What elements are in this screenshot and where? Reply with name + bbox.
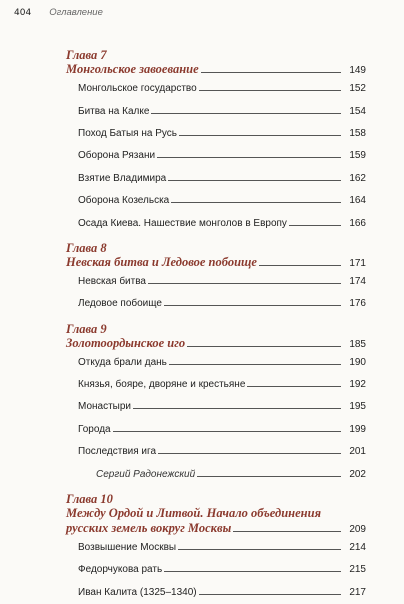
toc-entry[interactable]: [78, 78, 366, 100]
toc-entry[interactable]: [78, 537, 366, 559]
dot-leader: [201, 72, 341, 73]
dot-leader: [171, 202, 341, 203]
toc-entry[interactable]: [78, 100, 366, 122]
dot-leader: [233, 531, 341, 532]
toc-entry[interactable]: [78, 168, 366, 190]
entry-page-number: 159: [349, 150, 366, 162]
entry-page-number: 166: [349, 217, 366, 229]
toc-entry[interactable]: [78, 123, 366, 145]
entry-page-number: 152: [349, 83, 366, 95]
entry-page-number: 214: [349, 542, 366, 554]
chapter-title-line: Монгольское завоевание: [66, 62, 199, 76]
page-number: 404: [14, 8, 32, 18]
chapter-section: [0, 235, 404, 316]
entry-title: Иван Калита (1325–1340): [78, 586, 197, 598]
entry-title: Монгольское государство: [78, 83, 197, 95]
dot-leader: [164, 305, 341, 306]
toc-entry[interactable]: [78, 559, 366, 581]
entry-page-number: 202: [349, 468, 366, 480]
entry-title: Оборона Козельска: [78, 195, 170, 207]
chapter-label: Глава 9: [66, 321, 107, 336]
chapter-title[interactable]: [66, 336, 366, 352]
dot-leader: [247, 386, 341, 387]
entry-page-number: 158: [349, 127, 366, 139]
chapter-section: [0, 316, 404, 486]
toc-entry[interactable]: [78, 190, 366, 212]
entry-page-number: 164: [349, 195, 366, 207]
entry-page-number: 154: [349, 105, 366, 117]
chapter-title-line: русских земель вокруг Москвы: [66, 520, 232, 535]
entry-title: Осада Киева. Нашествие монголов в Европу: [78, 217, 287, 229]
chapter-title[interactable]: [66, 506, 366, 537]
entry-page-number: 176: [349, 298, 366, 310]
entry-title: Невская битва: [78, 275, 146, 287]
table-of-contents: [0, 48, 404, 604]
entry-title: Федорчукова рать: [78, 564, 163, 576]
dot-leader: [158, 453, 341, 454]
dot-leader: [151, 113, 341, 114]
toc-entry[interactable]: [96, 463, 366, 485]
chapter-title[interactable]: [66, 255, 366, 271]
entry-title: Ледовое побоище: [78, 298, 162, 310]
dot-leader: [199, 594, 341, 595]
toc-entry[interactable]: [78, 419, 366, 441]
entry-page-number: 215: [349, 564, 366, 576]
entry-title: Поход Батыя на Русь: [78, 127, 177, 139]
dot-leader: [113, 431, 341, 432]
entry-title: Взятие Владимира: [78, 172, 167, 184]
chapter-label: Глава 10: [66, 491, 113, 506]
dot-leader: [179, 135, 341, 136]
dot-leader: [164, 571, 341, 572]
toc-entry[interactable]: [78, 352, 366, 374]
chapter-section: [0, 48, 404, 235]
dot-leader: [169, 364, 341, 365]
chapter-title[interactable]: [66, 62, 366, 78]
chapter-title-line: Золотоордынское иго: [66, 335, 186, 350]
running-header: [14, 7, 103, 18]
dot-leader: [197, 476, 341, 477]
chapter-title-line: Между Ордой и Литвой. Начало объединения: [66, 505, 322, 520]
entry-page-number: 195: [349, 401, 366, 413]
chapter-page-number: 171: [349, 257, 366, 269]
toc-entry[interactable]: [78, 271, 366, 293]
entry-title: Откуда брали дань: [78, 356, 167, 368]
toc-entry[interactable]: [78, 145, 366, 167]
toc-entry[interactable]: [78, 293, 366, 315]
entry-title: Последствия ига: [78, 446, 157, 458]
entry-page-number: 162: [349, 172, 366, 184]
entry-page-number: 174: [349, 275, 366, 287]
chapter-page-number: 185: [349, 338, 366, 350]
chapter-page-number: 149: [349, 65, 366, 76]
chapter-label: Глава 7: [66, 48, 107, 62]
dot-leader: [178, 549, 341, 550]
dot-leader: [148, 283, 341, 284]
dot-leader: [157, 157, 341, 158]
dot-leader: [259, 265, 341, 266]
dot-leader: [289, 225, 341, 226]
entry-page-number: 190: [349, 356, 366, 368]
chapter-page-number: 209: [349, 523, 366, 535]
dot-leader: [133, 408, 341, 409]
chapter-title-line: Невская битва и Ледовое побоище: [66, 254, 257, 269]
dot-leader: [168, 180, 341, 181]
running-title: Оглавление: [49, 7, 103, 18]
toc-entry[interactable]: [78, 582, 366, 604]
toc-entry[interactable]: [78, 396, 366, 418]
entry-title: Битва на Калке: [78, 105, 150, 117]
toc-entry[interactable]: [78, 212, 366, 234]
toc-entry[interactable]: [78, 441, 366, 463]
entry-page-number: 201: [349, 446, 366, 458]
toc-entry[interactable]: [78, 374, 366, 396]
entry-title: Сергий Радонежский: [96, 468, 196, 480]
entry-title: Князья, бояре, дворяне и крестьяне: [78, 379, 246, 391]
entry-page-number: 192: [349, 379, 366, 391]
dot-leader: [199, 90, 341, 91]
entry-page-number: 199: [349, 423, 366, 435]
chapter-section: [0, 486, 404, 604]
entry-title: Возвышение Москвы: [78, 542, 177, 554]
entry-page-number: 217: [349, 586, 366, 598]
entry-title: Оборона Рязани: [78, 150, 156, 162]
dot-leader: [187, 346, 341, 347]
entry-title: Монастыри: [78, 401, 132, 413]
chapter-label: Глава 8: [66, 240, 107, 255]
entry-title: Города: [78, 423, 111, 435]
